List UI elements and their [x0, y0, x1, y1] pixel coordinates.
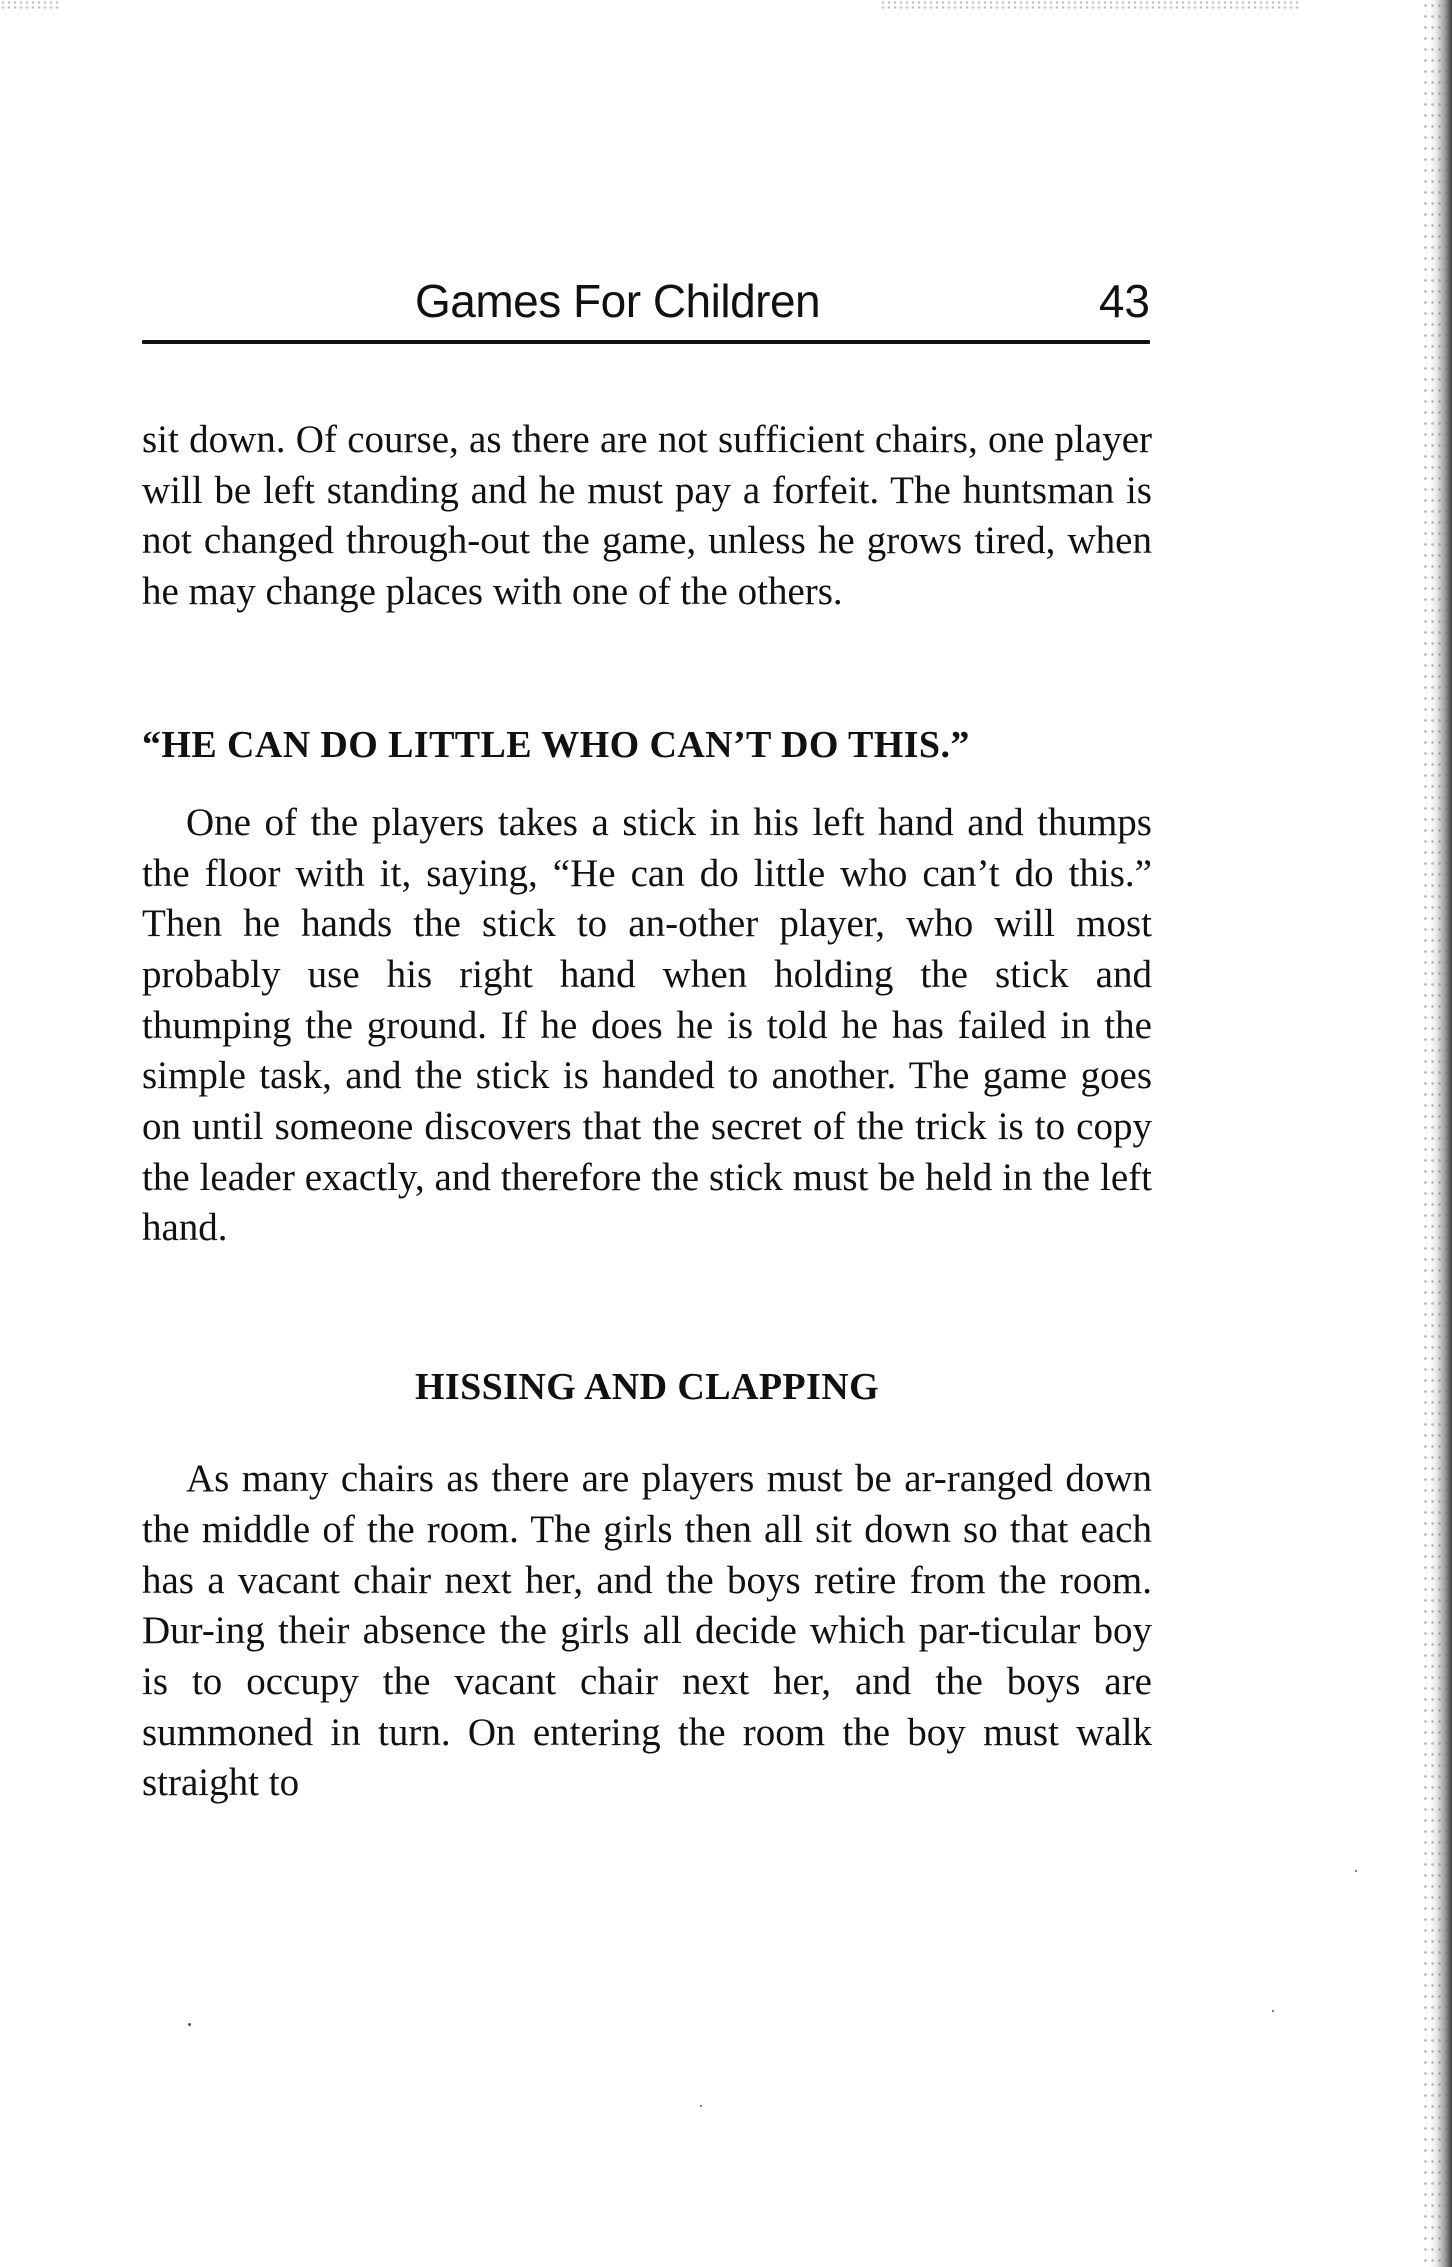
page-edge-speckle: [0, 0, 60, 10]
binding-edge-speckle: [1422, 0, 1452, 2267]
paper-speck: [1355, 1870, 1357, 1872]
paper-speck: [188, 2023, 191, 2026]
header-rule: [142, 340, 1150, 344]
running-header: [142, 270, 1150, 332]
page-body: [142, 415, 1152, 1809]
page-edge-speckle: [880, 0, 1300, 10]
page-number: 43: [1098, 275, 1150, 327]
paper-speck: [700, 2105, 702, 2107]
running-title: Games For Children: [415, 275, 821, 327]
paragraph-continuation: sit down. Of course, as there are not sufficient chairs, one player will be left standing and he must pay a forfeit. The huntsman is not changed through-out the game, unless he grows tired, when he may change places with one of the others.: [142, 418, 1152, 614]
paragraph-hissing-and-clapping: As many chairs as there are players must be ar-ranged down the middle of the room. The girls then all sit down so that each has a vacant chair next her, and the boys retire from the room. Dur-ing their absence the girls all decide which par-ticular boy is to occupy the vacant chair next her, and the boys are summoned in turn. On entering the room the boy must walk straight to: [142, 1457, 1152, 1805]
section-heading-he-can-do-little: “HE CAN DO LITTLE WHO CAN’T DO THIS.”: [142, 723, 970, 766]
paragraph-he-can-do-little: One of the players takes a stick in his left hand and thumps the floor with it, saying, “He can do little who can’t do this.” Then he hands the stick to an-other player, who will most probably use his right hand when holding the stick and thumping the ground. If he does he is told he has failed in the simple task, and the stick is handed to another. The game goes on until someone discovers that the secret of the trick is to copy the leader exactly, and therefore the stick must be held in the left hand.: [142, 800, 1152, 1250]
section-heading-hissing-and-clapping: HISSING AND CLAPPING: [414, 1366, 880, 1409]
paper-speck: [1272, 2010, 1274, 2012]
